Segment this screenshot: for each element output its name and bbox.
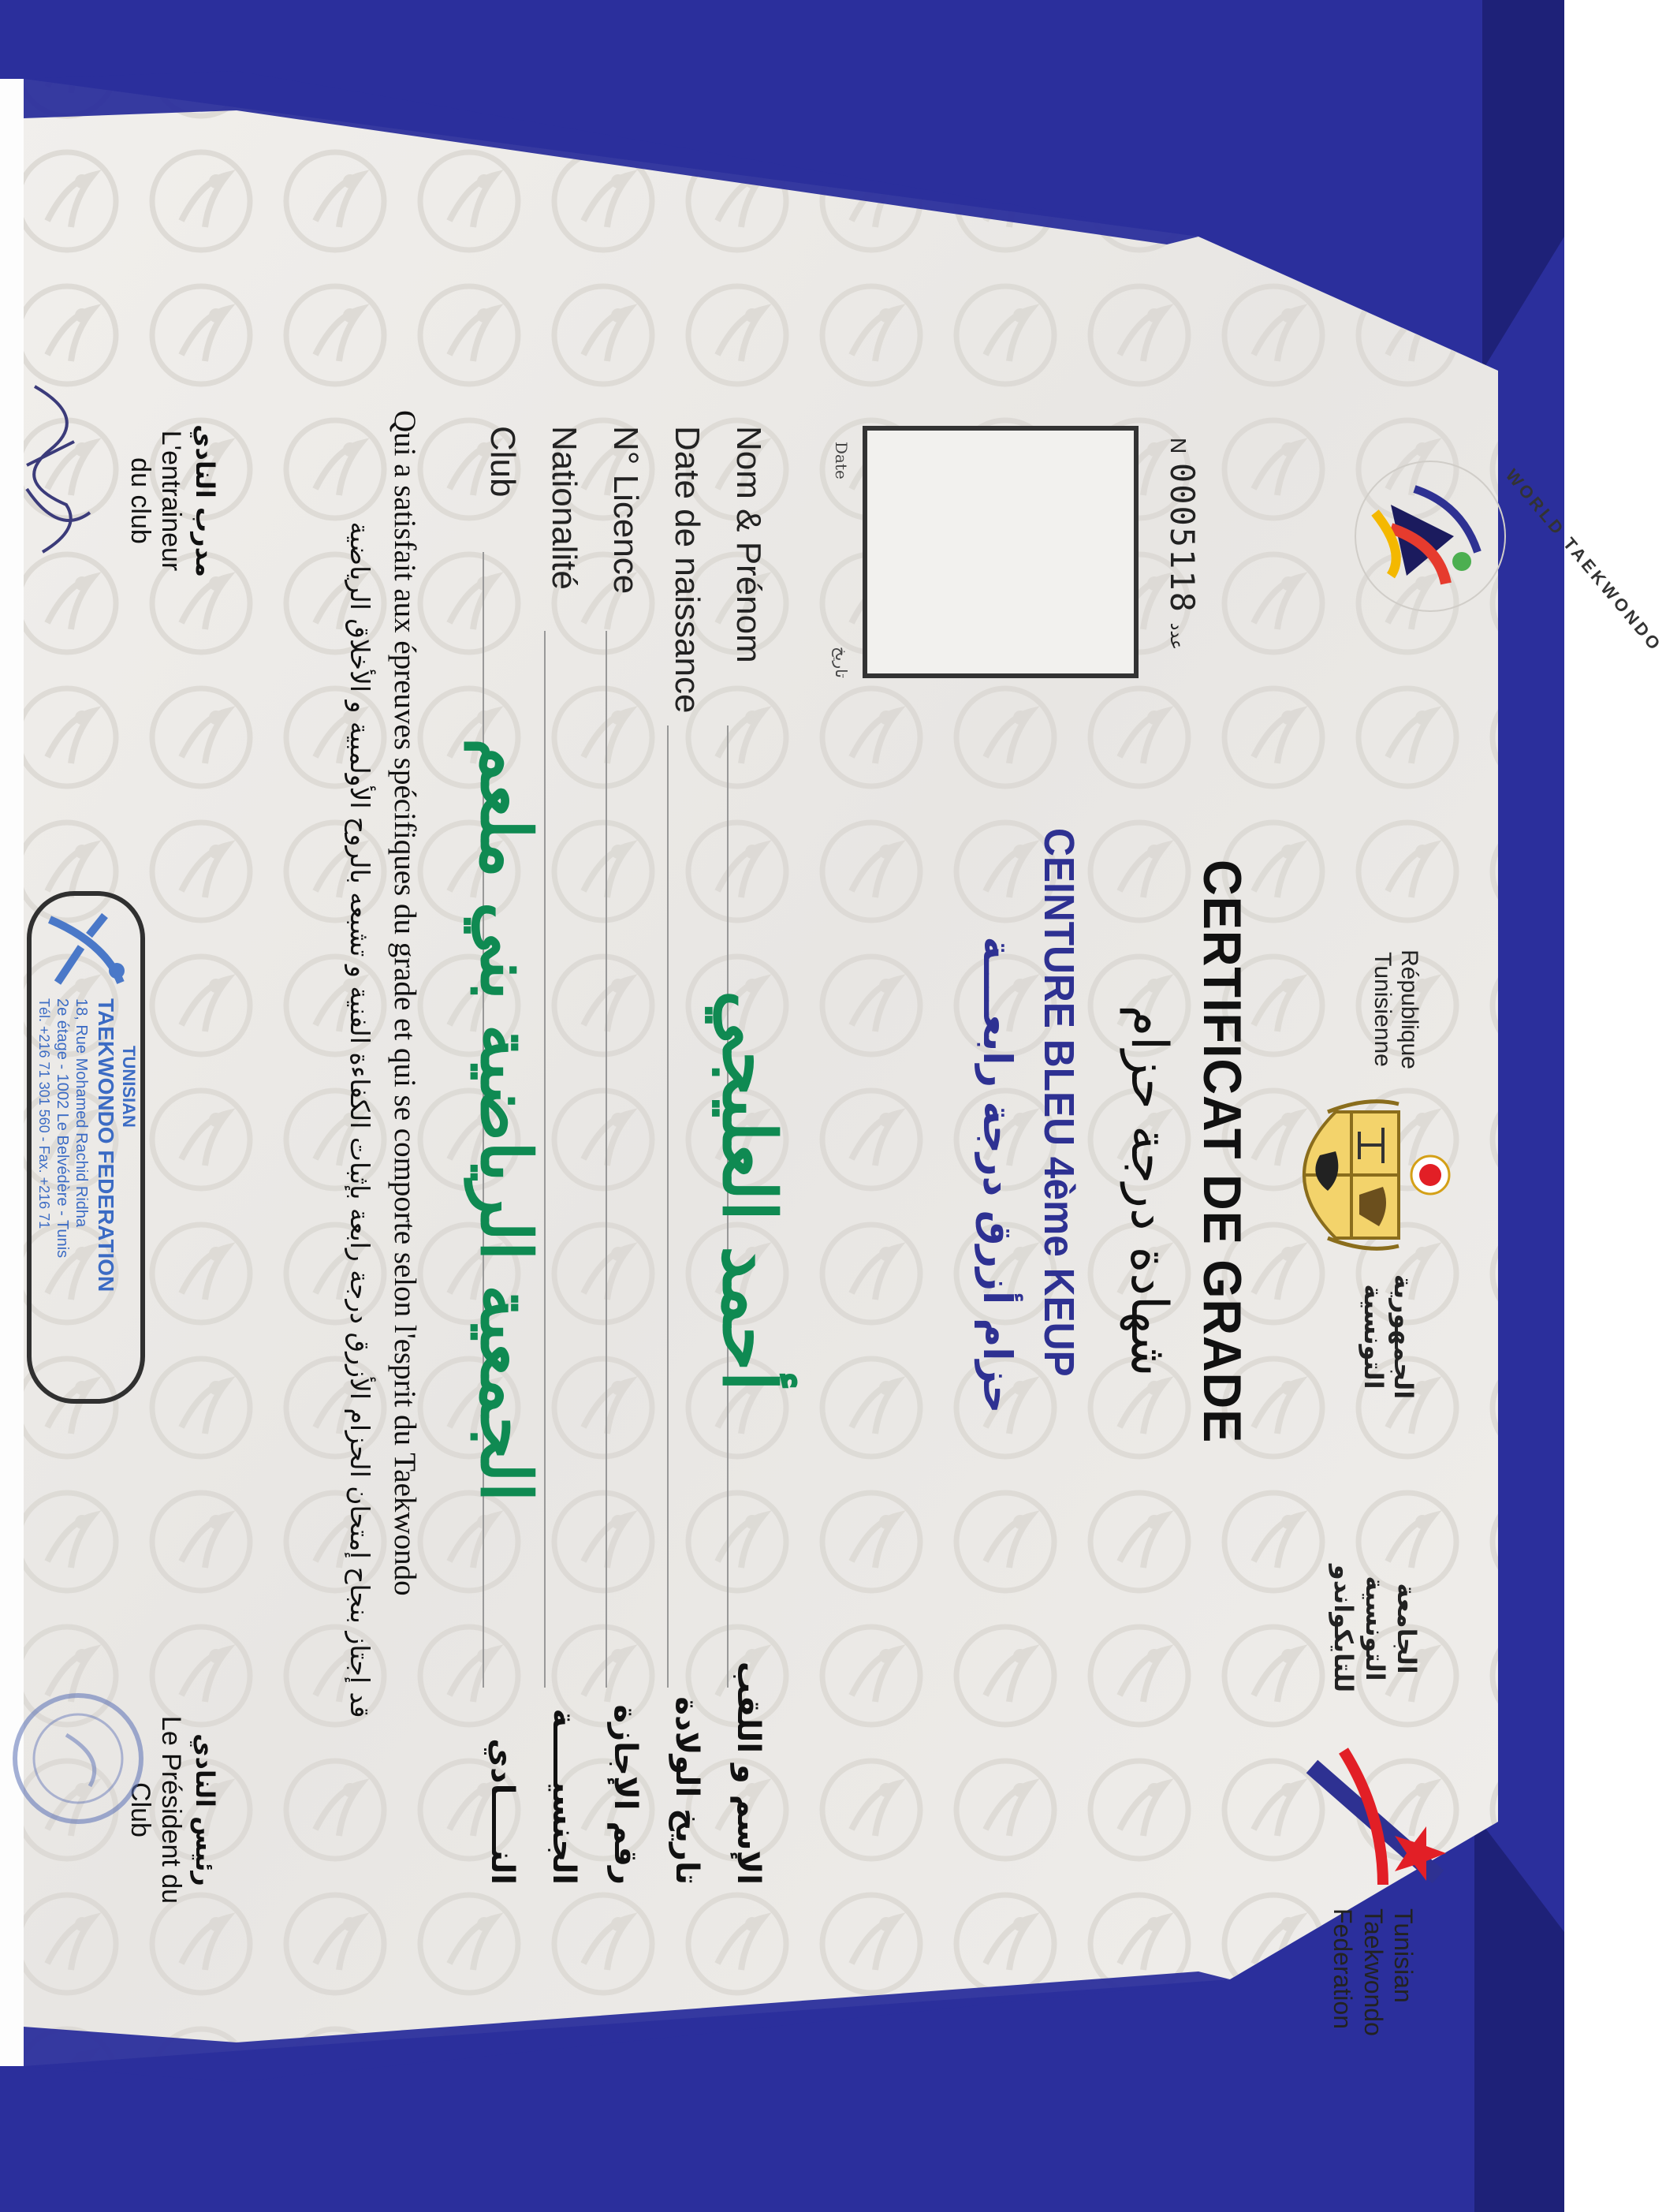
serial-prefix: N xyxy=(1166,438,1191,454)
title-fr: CERTIFICAT DE GRADE xyxy=(1192,860,1252,1444)
stamp-line5: Tél. +216 71 301 560 - Fax. +216 71 xyxy=(36,998,52,1229)
signature-left-fr: L'entraineur du club xyxy=(125,430,186,572)
serial-number xyxy=(1163,438,1202,650)
federation-en: Tunisian Taekwondo Federation xyxy=(1329,1908,1418,2036)
statement-fr: Qui a satisfait aux épreuves spécifiques du grade et qui se comporte selon l'esprit du Taekwondo xyxy=(388,410,422,1596)
coat-of-arms-icon xyxy=(1273,1088,1454,1262)
world-taekwondo-text: WORLD TAEKWONDO xyxy=(1501,465,1666,656)
world-taekwondo-logo xyxy=(1351,457,1666,656)
federation-stamp xyxy=(27,891,145,1404)
republic-ar: الجمهورية التونسية xyxy=(1359,1274,1418,1400)
round-stamp-icon xyxy=(3,1648,153,1869)
tunisian-federation-logo xyxy=(1288,1735,1470,1901)
stamp-line4: 2e étage - 1002 Le Belvédère - Tunis xyxy=(54,998,71,1259)
field-label-fr-licence: N° Licence xyxy=(606,426,645,595)
signature-right-ar: رئيس النادي xyxy=(190,1733,220,1886)
signature-left-ar: مدرب النادي xyxy=(190,424,220,577)
field-label-ar-club: النـــــادي xyxy=(484,1738,520,1885)
federation-logo-icon xyxy=(1288,1735,1470,1901)
grade-fr: CEINTURE BLEU 4ème KEUP xyxy=(1035,828,1083,1377)
photo-date-ar: تاريخ xyxy=(832,647,851,678)
field-label-ar-licence: رقم الإجازة xyxy=(607,1704,643,1885)
grade-ar: حزام أزرق درجة رابعــــة xyxy=(975,936,1020,1414)
signature-right-fr: Le Président du Club xyxy=(125,1715,186,1904)
photo-box xyxy=(863,426,1139,678)
field-label-ar-name: الإسم و اللقب xyxy=(730,1661,766,1885)
stamp-kick-icon xyxy=(34,904,136,998)
field-label-ar-nationality: الجنسيـــــة xyxy=(546,1708,582,1885)
serial-ar-label: عدد xyxy=(1166,622,1186,651)
field-value-name: أحمد العليجي xyxy=(706,990,792,1392)
stamp-line2: TAEKWONDO FEDERATION xyxy=(94,998,118,1293)
serial-value: 0005118 xyxy=(1163,462,1202,614)
field-label-fr-name: Nom & Prénom xyxy=(729,426,768,663)
stamp-line3: 18, Rue Mohamed Rachid Ridha xyxy=(73,998,90,1228)
field-label-fr-birth: Date de naissance xyxy=(668,426,706,714)
republic-fr: République Tunisienne xyxy=(1370,949,1422,1069)
stamp-line1: TUNISIAN xyxy=(119,1046,139,1128)
world-taekwondo-emblem-icon xyxy=(1351,457,1509,615)
statement-ar: قد إجتاز بنجاح إمتحان الحزام الأزرق درجة رابعة بإثبات الكفاءة الفنية و تشبعه بالروح الأولمبية و الأخلاق الرياضية xyxy=(345,521,375,1718)
field-label-fr-nationality: Nationalité xyxy=(545,426,583,590)
federation-ar: الجامعة التونسية للتايكواندو xyxy=(1329,1564,1422,1693)
title-ar: شهادة درجة حزام xyxy=(1120,1005,1178,1377)
field-label-ar-birth: تاريخ الولادة xyxy=(669,1696,705,1885)
photo-date-fr: Date xyxy=(832,442,851,479)
field-value-club: الجمعية الرياضية بني ملعم xyxy=(465,737,547,1502)
signature-left-scribble-icon xyxy=(11,371,106,591)
tunisia-coat-of-arms xyxy=(1273,1088,1454,1262)
field-label-fr-club: Club xyxy=(483,426,522,498)
